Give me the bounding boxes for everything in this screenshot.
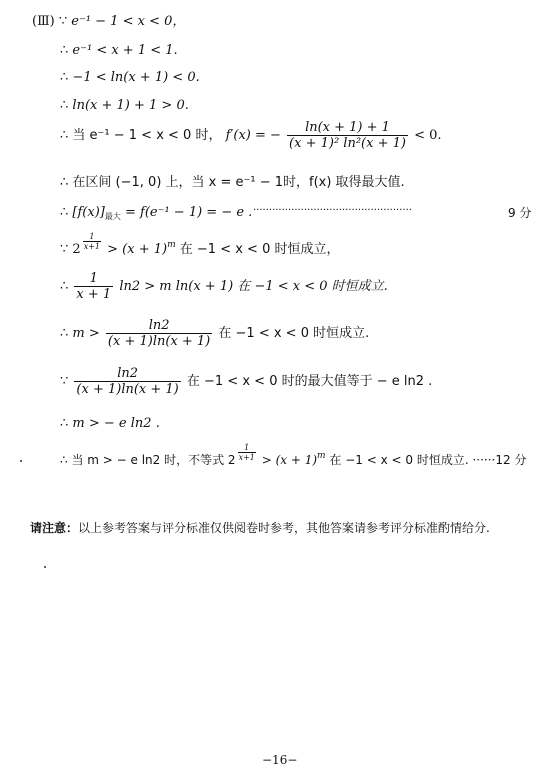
line-10-tail: 在 −1 < x < 0 时恒成立. [218, 326, 370, 341]
fraction-denominator: (x + 1)ln(x + 1) [76, 382, 179, 397]
line-5-rhs: < 0. [414, 128, 442, 143]
exponent-denominator: x+1 [83, 242, 101, 251]
line-7 [60, 205, 252, 222]
line-5-lhs: f′(x) = − [225, 128, 281, 143]
line-8-text: > (x + 1) [107, 242, 168, 257]
therefore-symbol: ∴ [60, 70, 69, 85]
line-13-tail: 在 −1 < x < 0 时恒成立. [329, 453, 469, 467]
therefore-symbol: ∴ [60, 175, 69, 190]
line-8-tail: 在 −1 < x < 0 时恒成立， [179, 242, 340, 257]
because-symbol: ∵ [58, 14, 68, 29]
line-10-lhs: m > [72, 326, 100, 341]
line-3 [60, 70, 200, 86]
line-11 [60, 366, 432, 397]
line-6 [60, 175, 405, 191]
line-10 [60, 318, 369, 349]
line-7-expr: = f(e⁻¹ − 1) = − e . [125, 205, 253, 220]
line-13 [60, 443, 527, 470]
note-text: 以上参考答案与评分标准仅供阅卷时参考，其他答案请参考评分标准酌情给分. [78, 521, 490, 535]
line-2-expr: e⁻¹ < x + 1 < 1. [72, 43, 178, 58]
fraction-denominator: x + 1 [76, 287, 112, 302]
max-subscript: 最大 [104, 212, 121, 221]
because-symbol: ∵ [60, 242, 69, 257]
ratio-fraction [74, 366, 180, 397]
exponent-numerator: 1 [83, 232, 101, 242]
line-11-tail: 在 −1 < x < 0 时的最大值等于 − e ln2 . [186, 374, 433, 389]
line-2 [60, 43, 178, 59]
score-12: 12 分 [495, 453, 527, 467]
ratio-fraction [106, 318, 212, 349]
reciprocal-fraction [74, 271, 113, 302]
line-12-expr: m > − e ln2 . [72, 416, 160, 431]
line-1-expr: e⁻¹ − 1 < x < 0， [71, 14, 186, 29]
therefore-symbol: ∴ [60, 279, 69, 294]
line-8 [60, 232, 340, 259]
line-4-expr: ln(x + 1) + 1 > 0. [72, 98, 189, 113]
therefore-symbol: ∴ [60, 326, 69, 341]
base-two: 2 [72, 242, 81, 257]
line-12 [60, 416, 160, 432]
fraction-numerator: 1 [74, 271, 113, 287]
therefore-symbol: ∴ [60, 43, 69, 58]
line-5 [60, 120, 442, 151]
therefore-symbol: ∴ [60, 453, 68, 467]
fraction-numerator: ln(x + 1) + 1 [287, 120, 408, 136]
exponent-fraction [83, 232, 101, 251]
fraction-denominator: (x + 1)² ln²(x + 1) [289, 136, 406, 151]
part-label: (Ⅲ) [32, 14, 55, 29]
exponent-m: m [167, 240, 176, 250]
line-13-text2: > (x + 1) [261, 453, 318, 467]
score-9: 9 分 [508, 206, 532, 220]
fraction-numerator: ln2 [106, 318, 212, 334]
max-bracket-expr: [f(x)] [72, 205, 105, 220]
line-4 [60, 98, 189, 114]
line-1 [32, 14, 185, 30]
because-symbol: ∵ [60, 374, 69, 389]
therefore-symbol: ∴ [60, 205, 69, 220]
line-6-text: 在区间 (−1, 0) 上，当 x = e⁻¹ − 1时，f(x) 取得最大值. [72, 175, 405, 190]
therefore-symbol: ∴ [60, 416, 69, 431]
exponent-denominator: x+1 [238, 453, 255, 462]
scan-speck [44, 566, 46, 568]
fraction-numerator: ln2 [74, 366, 180, 382]
exponent-m: m [317, 451, 326, 461]
exponent-numerator: 1 [238, 443, 256, 453]
note-label: 请注意： [30, 521, 79, 535]
page-number: −16− [262, 753, 298, 767]
scan-speck [20, 460, 22, 462]
line-9-text: ln2 > m ln(x + 1) 在 −1 < x < 0 时恒成立. [119, 279, 388, 294]
derivative-fraction [287, 120, 408, 151]
line-9 [60, 271, 388, 302]
therefore-symbol: ∴ [60, 128, 69, 143]
fraction-denominator: (x + 1)ln(x + 1) [107, 334, 211, 349]
note [30, 520, 490, 536]
therefore-symbol: ∴ [60, 98, 69, 113]
score-leader-dots-12: ······ [472, 453, 496, 467]
line-3-expr: −1 < ln(x + 1) < 0. [72, 70, 200, 85]
exponent-fraction [238, 443, 256, 462]
score-leader-dots-9: ·················································· [253, 205, 412, 216]
line-13-text: 当 m > − e ln2 时，不等式 2 [71, 453, 236, 467]
line-5-condition: 当 e⁻¹ − 1 < x < 0 时， [72, 128, 222, 143]
